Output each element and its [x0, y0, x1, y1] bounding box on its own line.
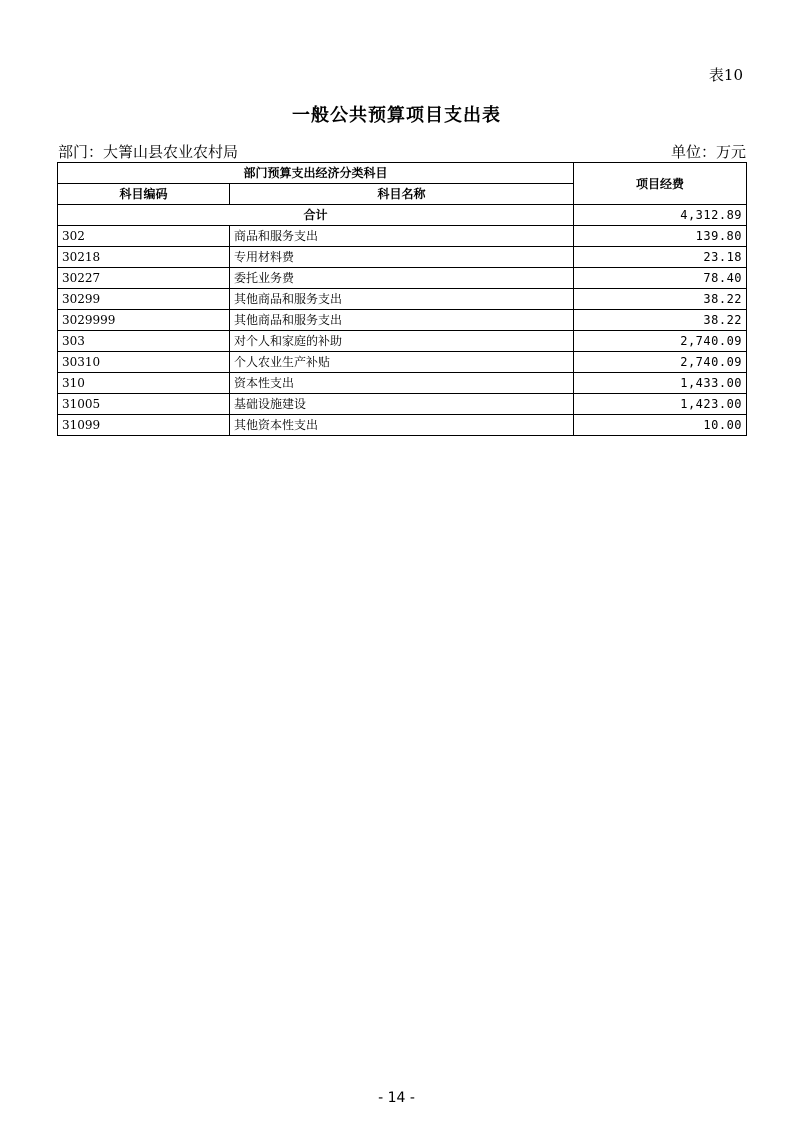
- table-row: [58, 310, 747, 331]
- row-name: 专用材料费: [230, 247, 574, 268]
- budget-table: [57, 162, 747, 436]
- row-code: 31005: [58, 394, 230, 415]
- total-label: 合计: [58, 205, 574, 226]
- department-label: 部门：大箐山县农业农村局: [58, 143, 239, 161]
- row-code: 30227: [58, 268, 230, 289]
- header-group: 部门预算支出经济分类科目: [58, 163, 574, 184]
- row-amount: 23.18: [574, 247, 747, 268]
- row-name: 对个人和家庭的补助: [230, 331, 574, 352]
- row-code: 30218: [58, 247, 230, 268]
- table-number: 表10: [708, 66, 743, 84]
- row-name: 委托业务费: [230, 268, 574, 289]
- row-name: 其他资本性支出: [230, 415, 574, 436]
- table-row: [58, 226, 747, 247]
- row-amount: 2,740.09: [574, 352, 747, 373]
- row-amount: 1,423.00: [574, 394, 747, 415]
- row-code: 30310: [58, 352, 230, 373]
- row-name: 基础设施建设: [230, 394, 574, 415]
- row-amount: 10.00: [574, 415, 747, 436]
- table-row: [58, 373, 747, 394]
- total-row: [58, 205, 747, 226]
- row-code: 31099: [58, 415, 230, 436]
- row-amount: 139.80: [574, 226, 747, 247]
- table-row: [58, 247, 747, 268]
- page-title: 一般公共预算项目支出表: [292, 105, 501, 126]
- row-name: 商品和服务支出: [230, 226, 574, 247]
- table-row: [58, 394, 747, 415]
- table-row: [58, 415, 747, 436]
- row-name: 个人农业生产补贴: [230, 352, 574, 373]
- table-row: [58, 352, 747, 373]
- row-amount: 38.22: [574, 289, 747, 310]
- row-code: 3029999: [58, 310, 230, 331]
- row-amount: 38.22: [574, 310, 747, 331]
- meta-line: [58, 141, 746, 163]
- page-number: - 14 -: [378, 1090, 415, 1106]
- row-amount: 1,433.00: [574, 373, 747, 394]
- row-code: 310: [58, 373, 230, 394]
- row-amount: 2,740.09: [574, 331, 747, 352]
- row-code: 30299: [58, 289, 230, 310]
- header-code: 科目编码: [58, 184, 230, 205]
- row-code: 303: [58, 331, 230, 352]
- table-row: [58, 331, 747, 352]
- row-name: 其他商品和服务支出: [230, 310, 574, 331]
- table-row: [58, 289, 747, 310]
- header-name: 科目名称: [230, 184, 574, 205]
- row-name: 资本性支出: [230, 373, 574, 394]
- header-amount: 项目经费: [574, 163, 747, 205]
- total-amount: 4,312.89: [574, 205, 747, 226]
- row-name: 其他商品和服务支出: [230, 289, 574, 310]
- row-amount: 78.40: [574, 268, 747, 289]
- row-code: 302: [58, 226, 230, 247]
- table-row: [58, 268, 747, 289]
- unit-label: 单位：万元: [670, 143, 746, 161]
